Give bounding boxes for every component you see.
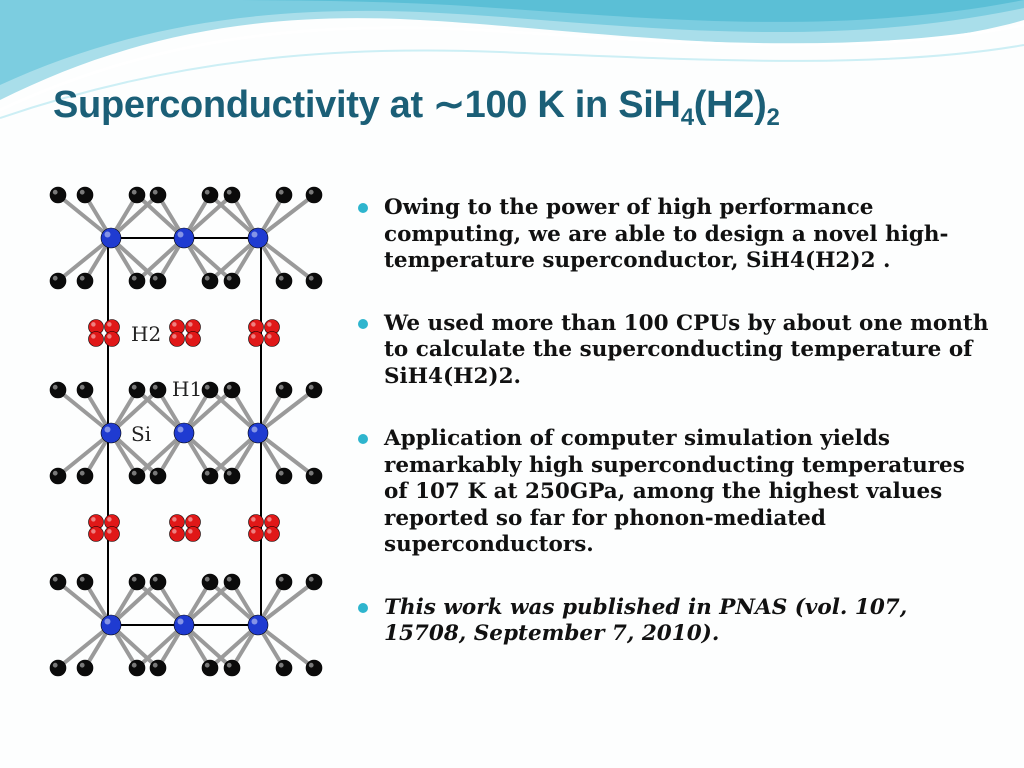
h1-atom-highlight [53, 385, 58, 390]
h1-atom [202, 468, 218, 484]
h1-atom [77, 660, 93, 676]
label-h1: H1 [172, 377, 203, 401]
crystal-structure-figure [36, 178, 336, 688]
h2-atom [105, 527, 120, 542]
si-atom-highlight [105, 232, 111, 238]
label-h2: H2 [131, 322, 162, 346]
h1-atom-highlight [53, 577, 58, 582]
h1-atom-highlight [205, 663, 210, 668]
title-mid: (H2) [693, 84, 767, 126]
h1-atom [202, 382, 218, 398]
h1-atom-highlight [309, 663, 314, 668]
h1-atom-highlight [205, 471, 210, 476]
h2-atom-highlight [188, 529, 193, 534]
h2-atom-highlight [172, 334, 177, 339]
h1-atom [77, 468, 93, 484]
h1-atom [306, 187, 322, 203]
h1-atom [129, 468, 145, 484]
h1-atom [50, 273, 66, 289]
bullet-text: Owing to the power of high performance computing, we are able to design a novel high-temperature superconductor, SiH4(H2)2 . [384, 195, 949, 273]
slide-title [53, 82, 780, 131]
h2-atom [249, 527, 264, 542]
h1-atom-highlight [153, 190, 158, 195]
si-atom [248, 228, 268, 248]
si-atom-highlight [178, 619, 184, 625]
h1-atom-highlight [227, 663, 232, 668]
h1-atom [129, 660, 145, 676]
h1-atom-highlight [80, 190, 85, 195]
h1-atom-highlight [205, 385, 210, 390]
h1-atom-highlight [53, 190, 58, 195]
h1-atom-highlight [279, 471, 284, 476]
h2-atom-highlight [107, 322, 112, 327]
si-atom-highlight [252, 619, 258, 625]
h1-atom [150, 468, 166, 484]
h1-atom [224, 468, 240, 484]
h1-atom-highlight [227, 276, 232, 281]
h1-atom-highlight [205, 577, 210, 582]
h1-atom-highlight [80, 577, 85, 582]
h1-atom [224, 660, 240, 676]
h2-atom-highlight [172, 322, 177, 327]
si-atom [174, 615, 194, 635]
h1-atom [202, 660, 218, 676]
h1-atom [276, 382, 292, 398]
h2-atom-highlight [251, 334, 256, 339]
h1-atom-highlight [53, 471, 58, 476]
h1-atom [276, 574, 292, 590]
h1-atom-highlight [279, 663, 284, 668]
h2-atom [186, 527, 201, 542]
h1-atom [306, 273, 322, 289]
h1-atom [276, 660, 292, 676]
si-atom [101, 228, 121, 248]
h1-atom [276, 468, 292, 484]
h1-atom [50, 660, 66, 676]
h1-atom [129, 273, 145, 289]
h1-atom [202, 187, 218, 203]
h2-atom-highlight [107, 334, 112, 339]
h1-atom [224, 382, 240, 398]
bullet-text: We used more than 100 CPUs by about one month to calculate the superconducting temperature of SiH4(H2)2. [384, 310, 989, 389]
bullet-item [355, 595, 990, 648]
h1-atom [77, 273, 93, 289]
bullet-dot-icon [358, 203, 368, 213]
h2-atom-highlight [188, 517, 193, 522]
si-atom [248, 423, 268, 443]
h2-atom-highlight [267, 529, 272, 534]
h1-atom-highlight [227, 471, 232, 476]
h2-atom [265, 527, 280, 542]
h1-atom [150, 382, 166, 398]
h2-atom-highlight [107, 529, 112, 534]
si-atom-highlight [252, 232, 258, 238]
title-subscript-2: 2 [766, 104, 780, 131]
h1-atom-highlight [309, 577, 314, 582]
h2-atom [186, 332, 201, 347]
si-atom-highlight [105, 619, 111, 625]
si-atom [101, 615, 121, 635]
h1-atom-highlight [309, 190, 314, 195]
h1-atom-highlight [153, 663, 158, 668]
h1-atom-highlight [153, 471, 158, 476]
h1-atom-highlight [153, 577, 158, 582]
h1-atom-highlight [205, 276, 210, 281]
h1-atom-highlight [80, 663, 85, 668]
h1-atom [150, 273, 166, 289]
h1-atom-highlight [279, 276, 284, 281]
h2-atom-highlight [251, 322, 256, 327]
h2-atom-highlight [188, 334, 193, 339]
h1-atom [77, 382, 93, 398]
h1-atom [306, 382, 322, 398]
h1-atom [50, 382, 66, 398]
h2-atom-highlight [91, 517, 96, 522]
atoms [50, 187, 322, 676]
bullet-list [355, 195, 990, 648]
h2-atom-highlight [91, 529, 96, 534]
h2-atom-highlight [172, 517, 177, 522]
h2-atom [265, 332, 280, 347]
title-subscript-4: 4 [680, 104, 694, 131]
si-atom [248, 615, 268, 635]
h2-atom [170, 332, 185, 347]
h1-atom [306, 468, 322, 484]
h1-atom [202, 273, 218, 289]
h1-atom [224, 187, 240, 203]
bullet-dot-icon [358, 603, 368, 613]
h2-atom-highlight [267, 517, 272, 522]
h1-atom [224, 574, 240, 590]
h2-atom [249, 332, 264, 347]
si-atom [101, 423, 121, 443]
h1-atom [77, 574, 93, 590]
bullet-item [355, 426, 990, 559]
h1-atom-highlight [80, 385, 85, 390]
h1-atom [306, 574, 322, 590]
h1-atom-highlight [153, 276, 158, 281]
h1-atom-highlight [132, 577, 137, 582]
h2-atom [89, 527, 104, 542]
h1-atom [276, 187, 292, 203]
h1-atom [202, 574, 218, 590]
label-si: Si [131, 422, 152, 446]
h1-atom-highlight [53, 663, 58, 668]
bullet-text: Application of computer simulation yields remarkably high superconducting temperatures of 107 K at 250GPa, among the highest values reported so far for phonon-mediated superconductors. [384, 426, 965, 557]
h2-atom-highlight [91, 322, 96, 327]
h1-atom-highlight [227, 190, 232, 195]
h2-atom-highlight [91, 334, 96, 339]
h2-atom-highlight [267, 334, 272, 339]
si-atom [174, 228, 194, 248]
h1-atom-highlight [80, 276, 85, 281]
h1-atom [129, 187, 145, 203]
h1-atom [276, 273, 292, 289]
si-atom-highlight [105, 427, 111, 433]
si-atom-highlight [178, 427, 184, 433]
h1-atom-highlight [80, 471, 85, 476]
h1-atom-highlight [309, 471, 314, 476]
bullet-dot-icon [358, 434, 368, 444]
h1-atom-highlight [53, 276, 58, 281]
h1-atom [129, 574, 145, 590]
h1-atom [150, 187, 166, 203]
h1-atom [150, 660, 166, 676]
h1-atom-highlight [205, 190, 210, 195]
h1-atom-highlight [279, 385, 284, 390]
h1-atom [306, 660, 322, 676]
si-atom-highlight [178, 232, 184, 238]
h1-atom [77, 187, 93, 203]
h2-atom-highlight [251, 517, 256, 522]
si-atom [174, 423, 194, 443]
h1-atom-highlight [132, 385, 137, 390]
h1-atom [129, 382, 145, 398]
h1-atom-highlight [227, 577, 232, 582]
h2-atom [105, 332, 120, 347]
h2-atom-highlight [107, 517, 112, 522]
bullet-text: This work was published in PNAS (vol. 107, 15708, September 7, 2010). [384, 594, 908, 646]
h1-atom-highlight [153, 385, 158, 390]
bullet-item [355, 195, 990, 275]
h2-atom-highlight [251, 529, 256, 534]
h2-atom [170, 527, 185, 542]
h1-atom-highlight [279, 577, 284, 582]
h1-atom [50, 187, 66, 203]
h1-atom-highlight [132, 190, 137, 195]
bullet-dot-icon [358, 319, 368, 329]
h1-atom [224, 273, 240, 289]
h2-atom-highlight [172, 529, 177, 534]
bullet-item [355, 311, 990, 391]
h1-atom [50, 574, 66, 590]
h1-atom-highlight [309, 385, 314, 390]
h1-atom-highlight [132, 663, 137, 668]
h1-atom-highlight [279, 190, 284, 195]
title-main: Superconductivity at ∼100 K in SiH [53, 84, 681, 126]
h1-atom [150, 574, 166, 590]
h1-atom [50, 468, 66, 484]
si-atom-highlight [252, 427, 258, 433]
h1-atom-highlight [309, 276, 314, 281]
h2-atom-highlight [188, 322, 193, 327]
h2-atom-highlight [267, 322, 272, 327]
h1-atom-highlight [227, 385, 232, 390]
h1-atom-highlight [132, 471, 137, 476]
h1-atom-highlight [132, 276, 137, 281]
h2-atom [89, 332, 104, 347]
